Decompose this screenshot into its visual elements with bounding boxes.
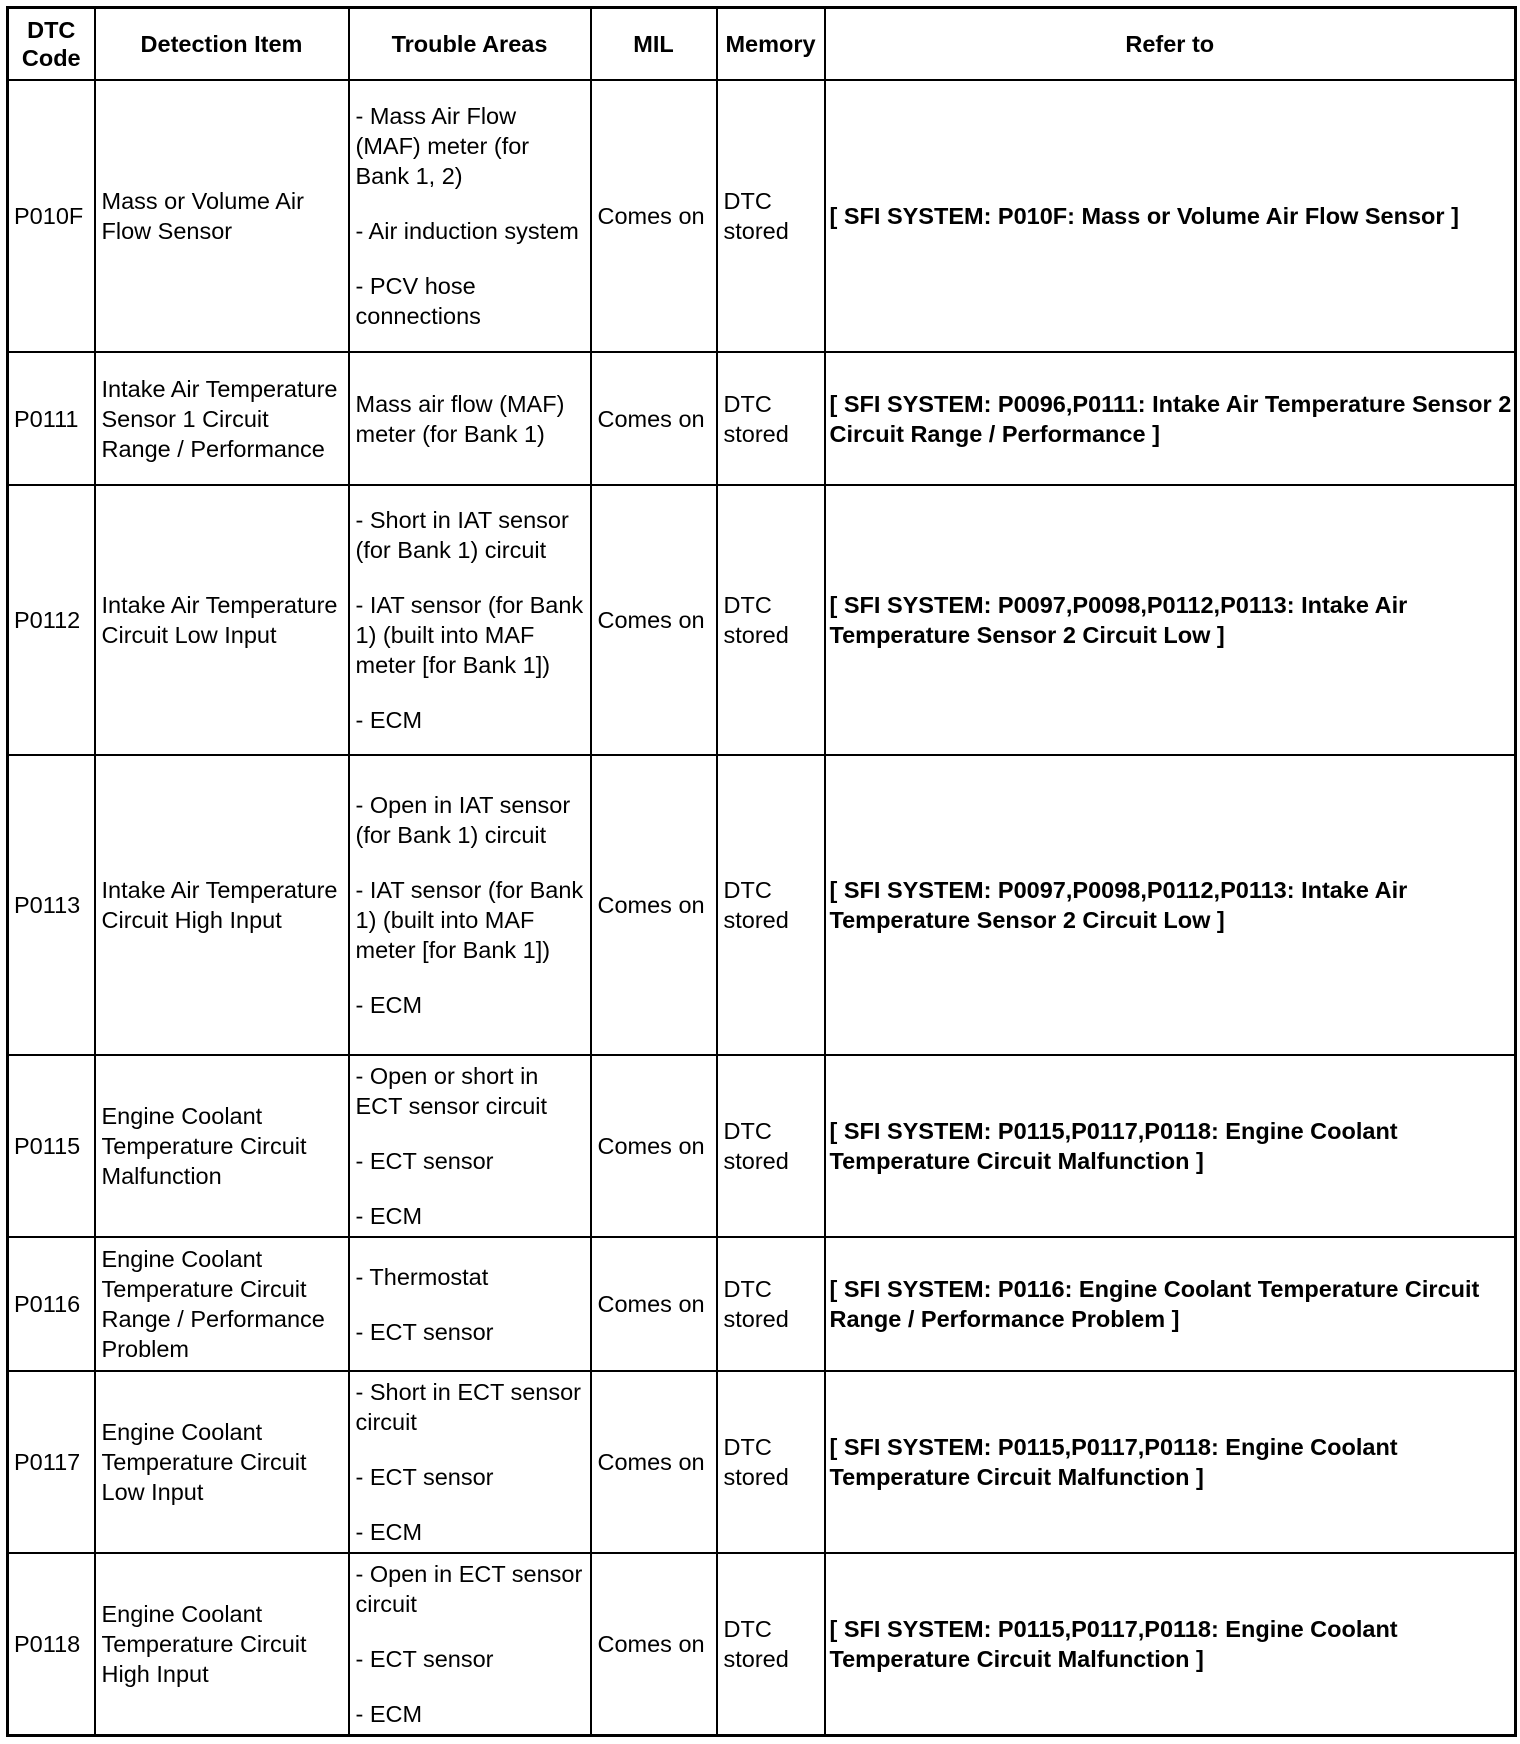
header-trouble-areas: Trouble Areas: [349, 8, 591, 81]
refer-to-cell: [ SFI SYSTEM: P0115,P0117,P0118: Engine Coolant Temperature Circuit Malfunction ]: [825, 1055, 1516, 1237]
trouble-area-item: - ECM: [355, 707, 423, 733]
dtc-code-cell: P0117: [8, 1371, 95, 1553]
refer-to-cell: [ SFI SYSTEM: P0097,P0098,P0112,P0113: Intake Air Temperature Sensor 2 Circuit Low ]: [825, 755, 1516, 1055]
mil-cell: Comes on: [591, 1553, 717, 1736]
detection-item-cell: Engine Coolant Temperature Circuit Malfunction: [95, 1055, 349, 1237]
header-mil: MIL: [591, 8, 717, 81]
trouble-area-item: - Open in IAT sensor (for Bank 1) circuit: [355, 792, 571, 848]
detection-item-cell: Engine Coolant Temperature Circuit High Input: [95, 1553, 349, 1736]
mil-cell: Comes on: [591, 352, 717, 485]
trouble-areas-cell: [349, 80, 591, 352]
trouble-area-item: - IAT sensor (for Bank 1) (built into MAF meter [for Bank 1]): [355, 877, 584, 963]
refer-to-cell: [ SFI SYSTEM: P010F: Mass or Volume Air Flow Sensor ]: [825, 80, 1516, 352]
mil-cell: Comes on: [591, 755, 717, 1055]
trouble-areas-cell: [349, 1553, 591, 1736]
trouble-area-item: Mass air flow (MAF) meter (for Bank 1): [355, 390, 565, 447]
detection-item-cell: Intake Air Temperature Circuit Low Input: [95, 485, 349, 755]
trouble-area-item: - ECM: [355, 1701, 423, 1727]
refer-to-cell: [ SFI SYSTEM: P0116: Engine Coolant Temperature Circuit Range / Performance Problem ]: [825, 1237, 1516, 1371]
dtc-code-cell: P010F: [8, 80, 95, 352]
dtc-code-cell: P0111: [8, 352, 95, 485]
dtc-code-cell: P0116: [8, 1237, 95, 1371]
refer-to-cell: [ SFI SYSTEM: P0115,P0117,P0118: Engine Coolant Temperature Circuit Malfunction ]: [825, 1371, 1516, 1553]
trouble-area-item: - Short in IAT sensor (for Bank 1) circuit: [355, 507, 569, 563]
mil-cell: Comes on: [591, 1237, 717, 1371]
table-row: [8, 80, 1516, 352]
dtc-code-cell: P0112: [8, 485, 95, 755]
mil-cell: Comes on: [591, 485, 717, 755]
refer-to-cell: [ SFI SYSTEM: P0097,P0098,P0112,P0113: Intake Air Temperature Sensor 2 Circuit Low ]: [825, 485, 1516, 755]
trouble-areas-cell: [349, 1055, 591, 1237]
trouble-area-item: - IAT sensor (for Bank 1) (built into MAF meter [for Bank 1]): [355, 592, 584, 678]
table-row: [8, 485, 1516, 755]
table-header: [8, 8, 1516, 81]
trouble-area-item: - Mass Air Flow (MAF) meter (for Bank 1, 2): [355, 103, 530, 189]
detection-item-cell: Mass or Volume Air Flow Sensor: [95, 80, 349, 352]
trouble-area-item: - PCV hose connections: [355, 273, 481, 329]
memory-cell: DTC stored: [717, 485, 825, 755]
table-row: [8, 1055, 1516, 1237]
memory-cell: DTC stored: [717, 755, 825, 1055]
refer-to-cell: [ SFI SYSTEM: P0115,P0117,P0118: Engine Coolant Temperature Circuit Malfunction ]: [825, 1553, 1516, 1736]
header-memory: Memory: [717, 8, 825, 81]
detection-item-cell: Intake Air Temperature Sensor 1 Circuit Range / Performance: [95, 352, 349, 485]
detection-item-cell: Engine Coolant Temperature Circuit Low Input: [95, 1371, 349, 1553]
trouble-area-item: - ECT sensor: [355, 1464, 494, 1490]
trouble-area-item: - ECT sensor: [355, 1646, 494, 1672]
trouble-area-item: - ECM: [355, 992, 423, 1018]
memory-cell: DTC stored: [717, 352, 825, 485]
memory-cell: DTC stored: [717, 1055, 825, 1237]
dtc-code-cell: P0113: [8, 755, 95, 1055]
memory-cell: DTC stored: [717, 1371, 825, 1553]
dtc-table: [6, 6, 1517, 1737]
trouble-areas-cell: [349, 1237, 591, 1371]
detection-item-cell: Intake Air Temperature Circuit High Input: [95, 755, 349, 1055]
trouble-area-item: - Open or short in ECT sensor circuit: [355, 1063, 548, 1119]
trouble-area-item: - Air induction system: [355, 218, 579, 244]
memory-cell: DTC stored: [717, 1553, 825, 1736]
trouble-area-item: - Short in ECT sensor circuit: [355, 1379, 582, 1435]
header-detection-item: Detection Item: [95, 8, 349, 81]
trouble-areas-cell: [349, 1371, 591, 1553]
trouble-area-item: - ECT sensor: [355, 1318, 494, 1345]
trouble-area-item: - ECT sensor: [355, 1148, 494, 1174]
dtc-code-cell: P0118: [8, 1553, 95, 1736]
trouble-area-item: - ECM: [355, 1203, 423, 1229]
trouble-areas-cell: [349, 755, 591, 1055]
memory-cell: DTC stored: [717, 1237, 825, 1371]
memory-cell: DTC stored: [717, 80, 825, 352]
table-row: [8, 755, 1516, 1055]
table-row: [8, 1553, 1516, 1736]
mil-cell: Comes on: [591, 80, 717, 352]
header-row: [8, 8, 1516, 81]
table-row: [8, 352, 1516, 485]
detection-item-cell: Engine Coolant Temperature Circuit Range / Performance Problem: [95, 1237, 349, 1371]
trouble-areas-cell: [349, 352, 591, 485]
header-dtc-code: DTC Code: [8, 8, 95, 81]
mil-cell: Comes on: [591, 1371, 717, 1553]
dtc-code-cell: P0115: [8, 1055, 95, 1237]
table-row: [8, 1237, 1516, 1371]
table-body: [8, 80, 1516, 1736]
trouble-areas-cell: [349, 485, 591, 755]
trouble-area-item: - Open in ECT sensor circuit: [355, 1561, 583, 1617]
trouble-area-item: - ECM: [355, 1519, 423, 1545]
mil-cell: Comes on: [591, 1055, 717, 1237]
refer-to-cell: [ SFI SYSTEM: P0096,P0111: Intake Air Temperature Sensor 2 Circuit Range / Performance ]: [825, 352, 1516, 485]
header-refer-to: Refer to: [825, 8, 1516, 81]
table-row: [8, 1371, 1516, 1553]
trouble-area-item: - Thermostat: [355, 1263, 489, 1290]
